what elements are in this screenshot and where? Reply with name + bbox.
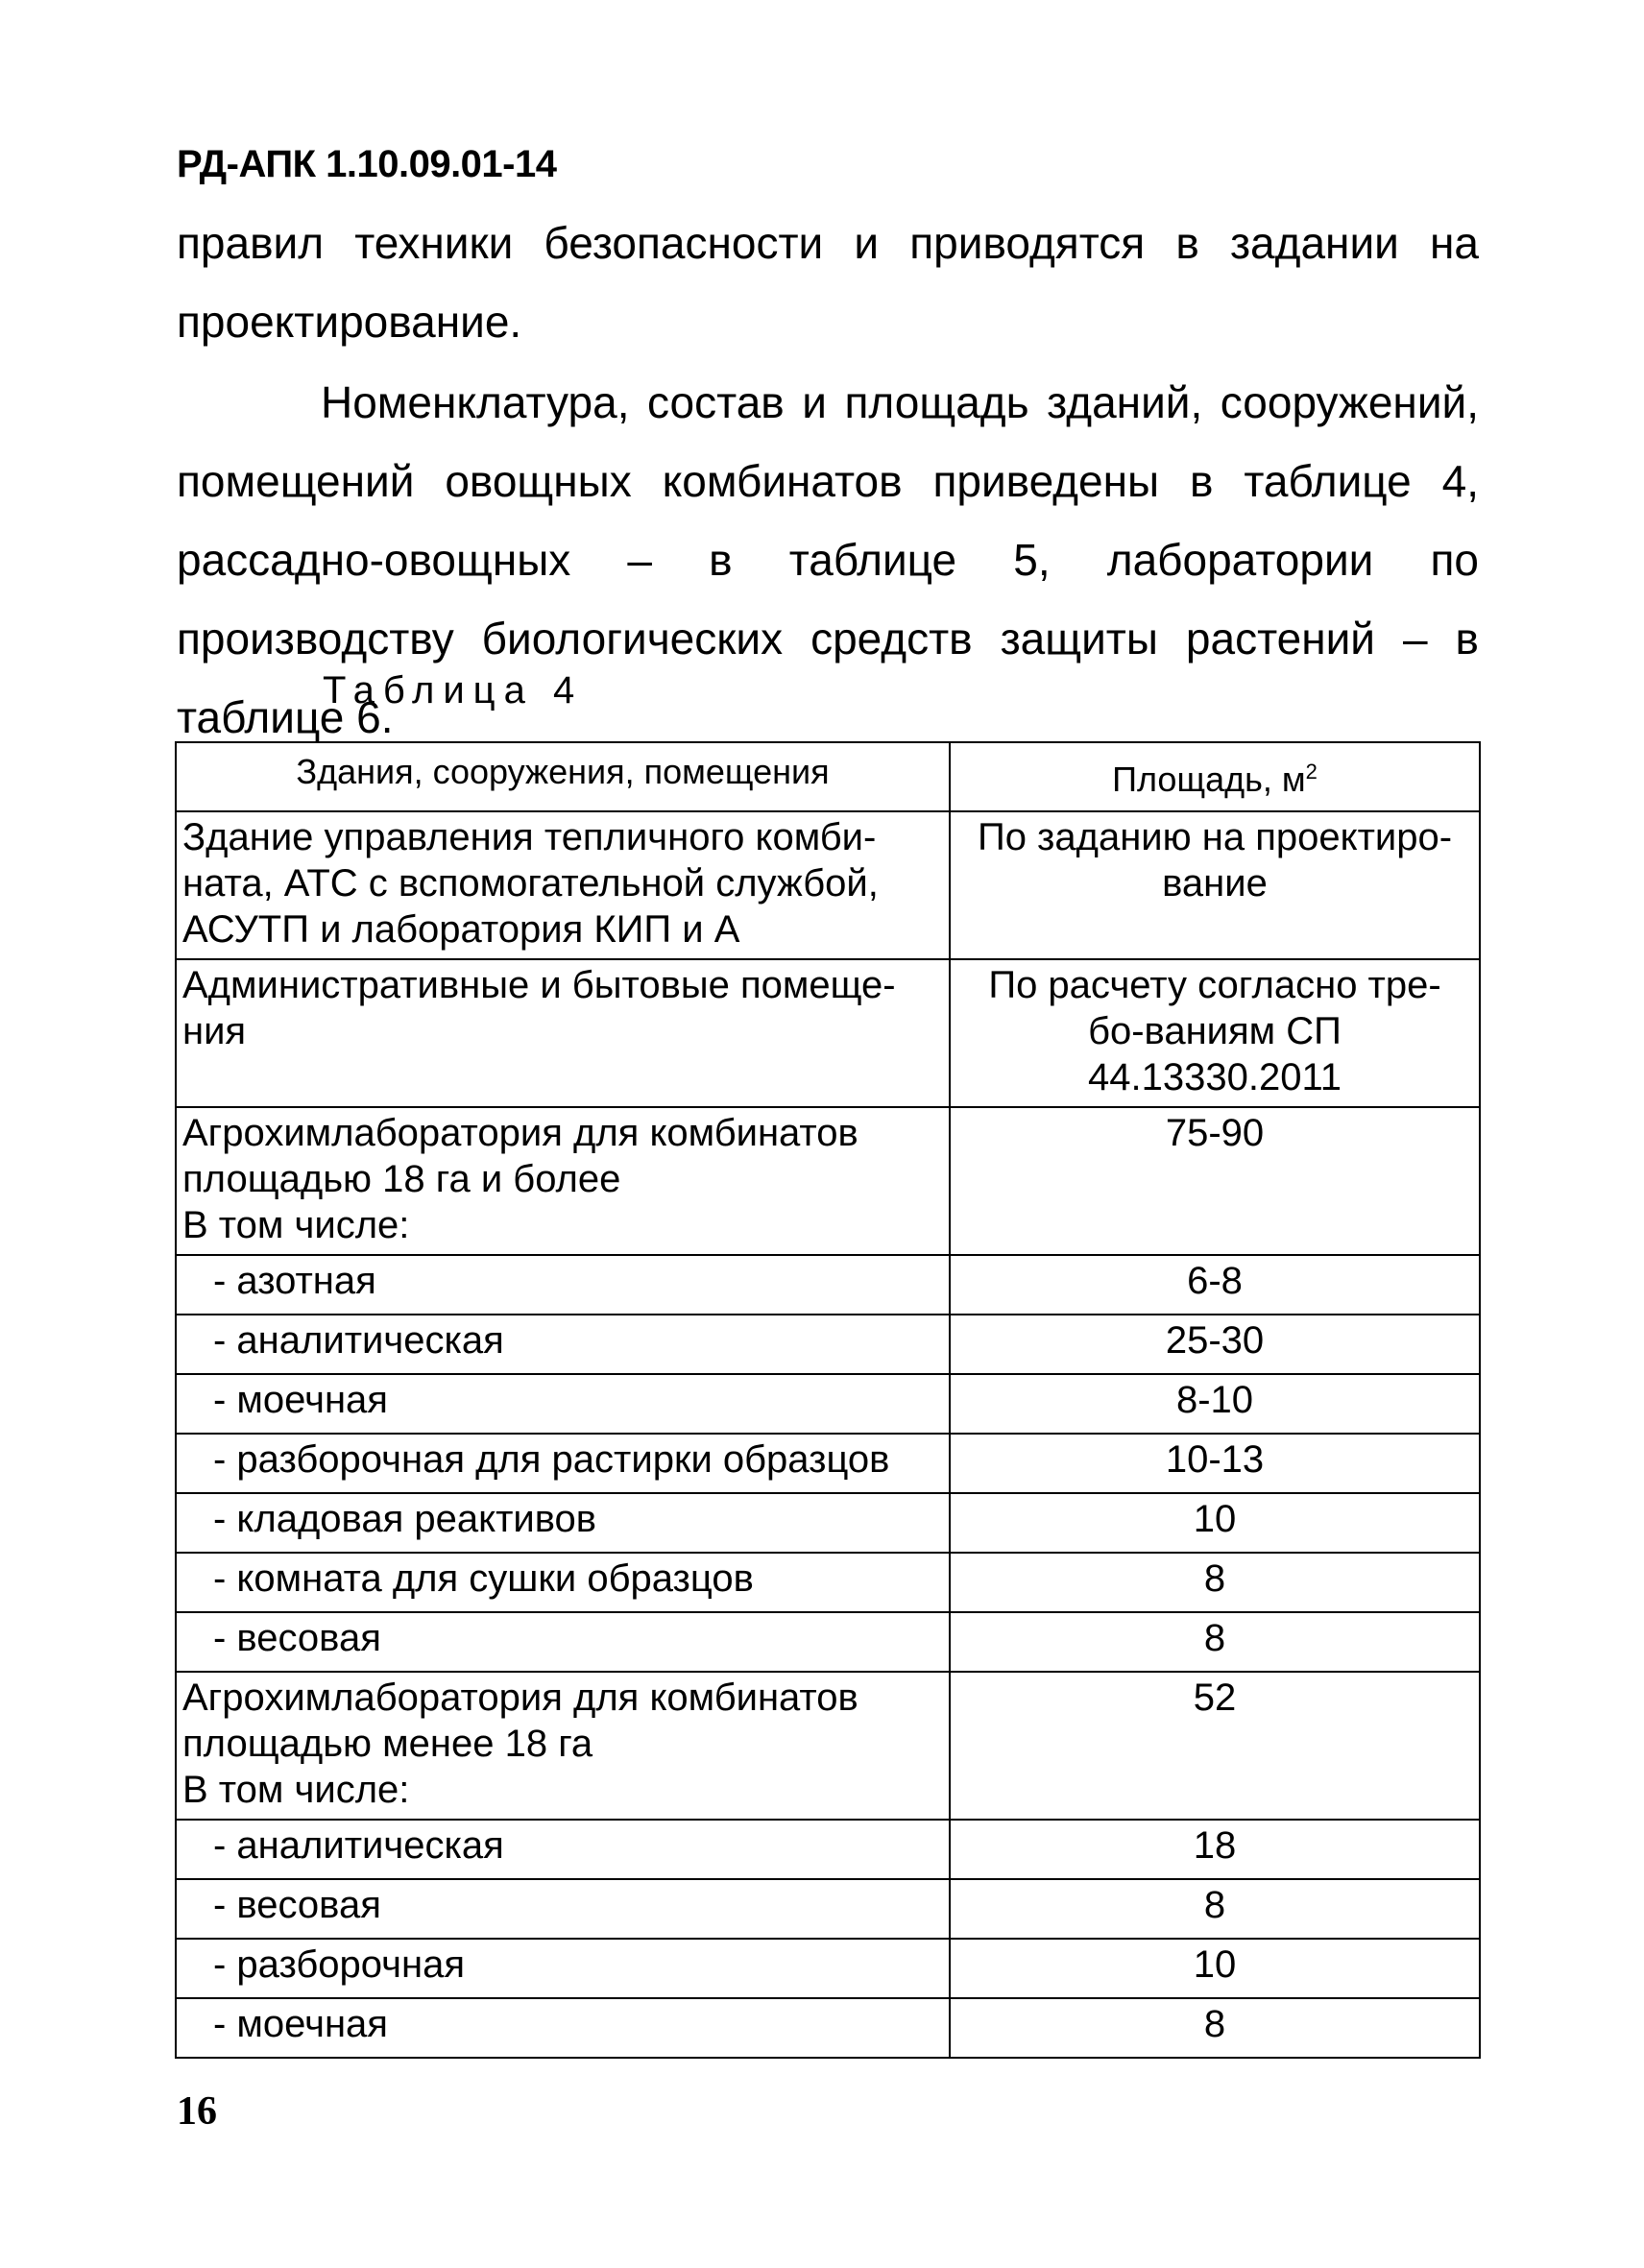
room-name-line: Административные и бытовые помеще- [182,964,896,1006]
area-value-line: 8 [1203,1557,1226,1600]
room-name-line: Здание управления тепличного комби- [182,816,877,858]
area-value-line: 44.13330.2011 [1088,1056,1342,1098]
room-name-cell [176,1612,950,1672]
room-name-cell [176,811,950,959]
table-row [176,1374,1480,1434]
room-name-line: - аналитическая [213,1824,504,1867]
room-name-line: площадью 18 га и более [182,1158,621,1200]
table-row [176,959,1480,1107]
room-name-line: АСУТП и лаборатория КИП и А [182,908,740,951]
page-number: 16 [177,2089,217,2134]
area-value-line: 8 [1203,2003,1226,2045]
room-name-line: Агрохимлаборатория для комбинатов [182,1677,858,1719]
header-buildings: Здания, сооружения, помещения [176,742,950,811]
table-4 [175,741,1481,2059]
area-value-cell [950,1998,1480,2058]
table-caption: Таблица 4 [323,669,584,712]
area-value-cell [950,1820,1480,1879]
table-row [176,1939,1480,1998]
room-name-cell [176,959,950,1107]
table-body [176,811,1480,2058]
table-row [176,1107,1480,1255]
room-name-line: ната, АТС с вспомогательной службой, [182,862,879,905]
area-value-line: По заданию на проектиро- [977,816,1453,858]
room-name-line: - разборочная [213,1943,465,1986]
area-value-line: вание [1162,862,1268,905]
table-row [176,1255,1480,1315]
room-name-line: - аналитическая [213,1319,504,1362]
area-value-line: 25-30 [1165,1319,1265,1362]
area-value-line: 6-8 [1187,1260,1243,1302]
table-row [176,1434,1480,1493]
area-value-line: 10-13 [1165,1438,1265,1481]
area-value-cell [950,1315,1480,1374]
room-name-line: - моечная [213,2003,388,2045]
area-value-cell [950,811,1480,959]
area-value-cell [950,1672,1480,1820]
area-value-cell [950,1107,1480,1255]
room-name-cell [176,1879,950,1939]
area-value-cell [950,1493,1480,1553]
room-name-line: - кладовая реактивов [213,1498,597,1540]
room-name-line: - комната для сушки образцов [213,1557,754,1600]
room-name-cell [176,1107,950,1255]
area-value-line: По расчету согласно тре- [988,964,1441,1006]
area-value-line: 75-90 [1165,1112,1265,1154]
paragraph-2: Номенклатура, состав и площадь зданий, сооружений, помещений овощных комбинатов приведены в таблице 4, рассадно-овощных – в таблице 5, лаборатории по производству биологических средств защиты растений – в таблице 6. [177,377,1479,742]
area-value-cell [950,959,1480,1107]
room-name-line: площадью менее 18 га [182,1723,593,1765]
room-name-line: - моечная [213,1379,388,1421]
room-name-line: В том числе: [182,1769,410,1811]
header-area [950,742,1480,811]
room-name-cell [176,1998,950,2058]
area-value-line: 8 [1203,1617,1226,1659]
room-name-line: - весовая [213,1884,381,1926]
room-name-cell [176,1820,950,1879]
document-code: РД-АПК 1.10.09.01-14 [177,143,557,185]
room-name-cell [176,1255,950,1315]
area-value-line: 18 [1193,1824,1237,1867]
area-value-line: 8-10 [1175,1379,1254,1421]
area-value-line: 10 [1193,1943,1237,1986]
area-value-cell [950,1434,1480,1493]
room-name-cell [176,1374,950,1434]
room-name-cell [176,1493,950,1553]
room-name-line: ния [182,1010,247,1052]
room-name-cell [176,1434,950,1493]
table-row [176,1612,1480,1672]
table-row [176,1998,1480,2058]
room-name-cell [176,1315,950,1374]
area-value-line: 52 [1193,1677,1237,1719]
area-value-line: 10 [1193,1498,1237,1540]
paragraph-1: правил техники безопасности и приводятся в задании на проектирование. [177,218,1479,347]
table-row [176,1493,1480,1553]
table-row [176,1315,1480,1374]
area-value-cell [950,1374,1480,1434]
room-name-cell [176,1939,950,1998]
table-header-row [176,742,1480,811]
header-area-label: Площадь, м [1112,760,1306,799]
table-row [176,811,1480,959]
area-value-line: бо-ваниям СП [1088,1010,1342,1052]
room-name-line: В том числе: [182,1204,410,1246]
table-row [176,1672,1480,1820]
room-name-cell [176,1553,950,1612]
table-row [176,1879,1480,1939]
area-value-cell [950,1879,1480,1939]
area-value-cell [950,1255,1480,1315]
area-value-cell [950,1612,1480,1672]
table-row [176,1820,1480,1879]
room-name-line: - азотная [213,1260,376,1302]
area-value-line: 8 [1203,1884,1226,1926]
room-name-line: Агрохимлаборатория для комбинатов [182,1112,858,1154]
room-name-line: - разборочная для растирки образцов [213,1438,890,1481]
room-name-line: - весовая [213,1617,381,1659]
header-area-superscript: 2 [1305,760,1318,784]
area-value-cell [950,1939,1480,1998]
room-name-cell [176,1672,950,1820]
area-value-cell [950,1553,1480,1612]
table-row [176,1553,1480,1612]
